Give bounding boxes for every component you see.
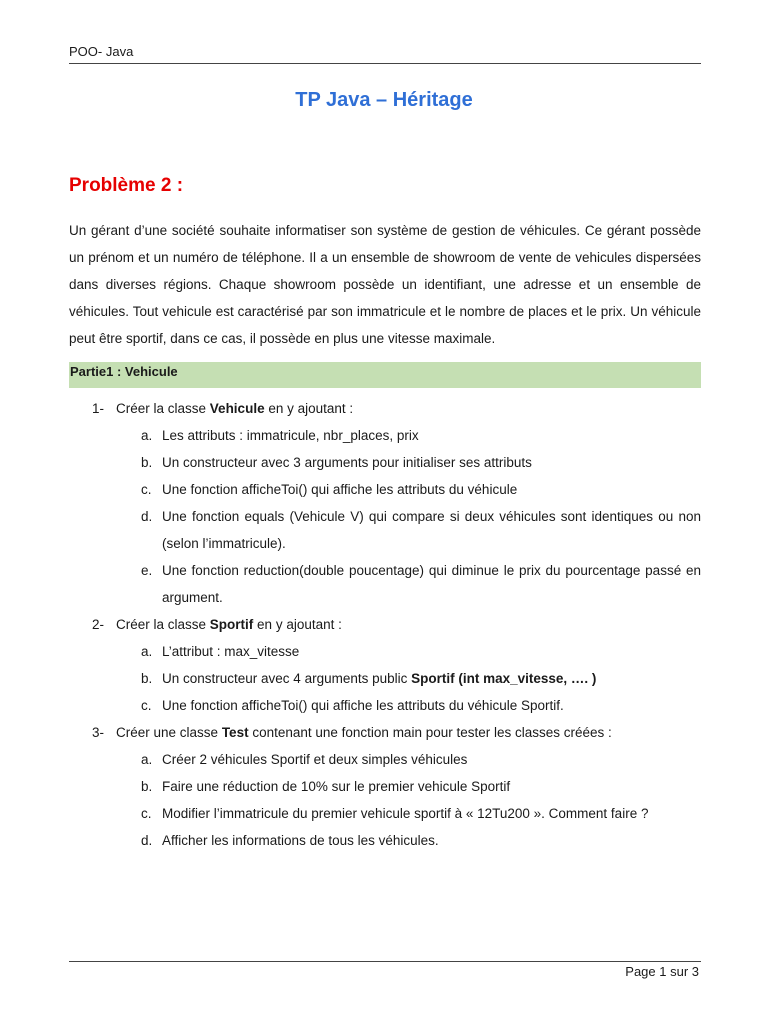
- sub-text: Une fonction equals (Vehicule V) qui compare si deux véhicules sont identiques ou non (selon l’immatricule).: [162, 509, 701, 551]
- sub-text: Modifier l’immatricule du premier vehicule sportif à « 12Tu200 ». Comment faire ?: [162, 806, 649, 821]
- page-number: Page 1 sur 3: [625, 964, 699, 979]
- header-divider: [69, 63, 701, 64]
- sub-letter: c.: [141, 698, 152, 713]
- sub-letter: a.: [141, 752, 153, 767]
- part1-label: Partie1 : Vehicule: [70, 364, 178, 379]
- sub-letter: d.: [141, 509, 153, 524]
- item-class-name: Test: [221, 725, 249, 740]
- footer-divider: [69, 961, 701, 962]
- sub-item: [69, 746, 701, 773]
- sub-letter: c.: [141, 806, 152, 821]
- item-text-pre: Créer la classe: [116, 401, 210, 416]
- sub-item: [69, 503, 701, 557]
- item-text-pre: Créer une classe: [116, 725, 222, 740]
- sub-text: Les attributs : immatricule, nbr_places, prix: [162, 428, 419, 443]
- item-text-post: contenant une fonction main pour tester les classes créées :: [248, 725, 612, 740]
- part1-section-bar: [69, 362, 701, 388]
- item-text-post: en y ajoutant :: [253, 617, 342, 632]
- sub-letter: e.: [141, 563, 153, 578]
- sub-text: Une fonction reduction(double poucentage) qui diminue le prix du pourcentage passé en argument.: [162, 563, 701, 605]
- sub-item: [69, 557, 701, 611]
- exercise-list: [69, 395, 701, 854]
- sub-item: [69, 422, 701, 449]
- sub-item: [69, 638, 701, 665]
- item-class-name: Sportif: [209, 617, 254, 632]
- sub-letter: a.: [141, 644, 153, 659]
- sub-item: [69, 476, 701, 503]
- item-text-post: en y ajoutant :: [264, 401, 354, 416]
- item-number: 1-: [92, 401, 105, 416]
- sub-text: L’attribut : max_vitesse: [162, 644, 300, 659]
- sub-letter: d.: [141, 833, 153, 848]
- list-item-2: [69, 611, 701, 638]
- item-number: 2-: [92, 617, 105, 632]
- sub-item: [69, 665, 701, 692]
- document-title: TP Java – Héritage: [295, 89, 473, 111]
- sub-item: [69, 692, 701, 719]
- item-class-name: Vehicule: [209, 401, 265, 416]
- sub-letter: b.: [141, 455, 153, 470]
- list-item-1: [69, 395, 701, 422]
- sub-text-bold: Sportif (int max_vitesse, …. ): [411, 671, 597, 686]
- sub-text: Un constructeur avec 4 arguments public: [162, 671, 412, 686]
- sub-item: [69, 773, 701, 800]
- header-text: POO- Java: [69, 44, 134, 59]
- sub-letter: a.: [141, 428, 153, 443]
- sub-item: [69, 800, 701, 827]
- problem-heading: Problème 2 :: [69, 175, 184, 196]
- sub-text: Afficher les informations de tous les véhicules.: [162, 833, 439, 848]
- sub-text: Faire une réduction de 10% sur le premier vehicule Sportif: [162, 779, 511, 794]
- sub-text: Une fonction afficheToi() qui affiche les attributs du véhicule: [162, 482, 518, 497]
- item-number: 3-: [92, 725, 105, 740]
- sub-text: Un constructeur avec 3 arguments pour initialiser ses attributs: [162, 455, 532, 470]
- sub-item: [69, 827, 701, 854]
- list-item-3: [69, 719, 701, 746]
- sub-text: Une fonction afficheToi() qui affiche les attributs du véhicule Sportif.: [162, 698, 564, 713]
- sub-letter: c.: [141, 482, 152, 497]
- sub-item: [69, 449, 701, 476]
- item-text-pre: Créer la classe: [116, 617, 210, 632]
- sub-text: Créer 2 véhicules Sportif et deux simples véhicules: [162, 752, 468, 767]
- sub-letter: b.: [141, 671, 153, 686]
- sub-letter: b.: [141, 779, 153, 794]
- intro-paragraph: Un gérant d’une société souhaite informatiser son système de gestion de véhicules. Ce gérant possède un prénom et un numéro de téléphone. Il a un ensemble de showroom de vente de vehicules dispersées dans diverses régions. Chaque showroom possède un identifiant, une adresse et un ensemble de véhicules. Tout vehicule est caractérisé par son immatricule et le nombre de places et le prix. Un véhicule peut être sportif, dans ce cas, il possède en plus une vitesse maximale.: [69, 223, 701, 346]
